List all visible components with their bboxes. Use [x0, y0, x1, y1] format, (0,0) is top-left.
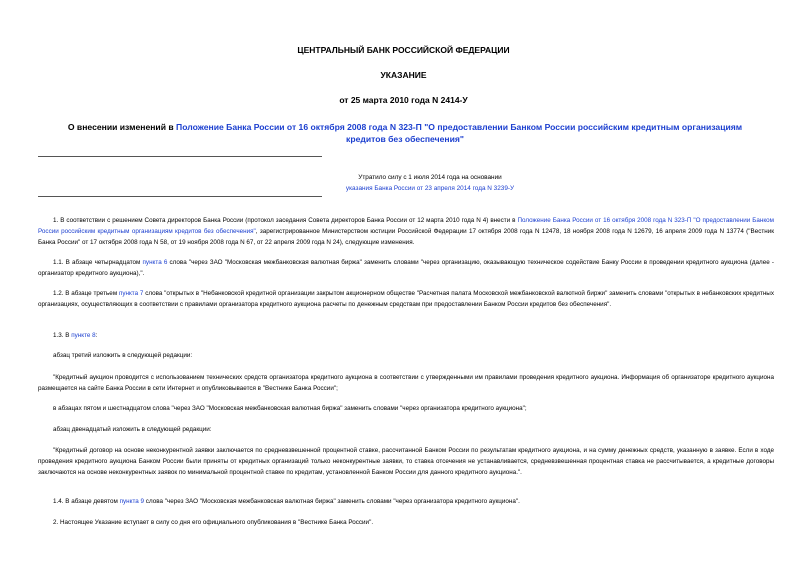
- p12-text-b: слова "открытых в "Небанковской кредитной организации закрытом акционерном обществе "Расчетная палата Московской межбанковской валютной биржи" заменить словами "открытых в небанковских кредитных организациях, осуществляющих в соответствии с правилами организатора кредитного аукциона расчеты по денежным средствам при предоставлении Банком России кредитов без обеспечения".: [38, 290, 774, 308]
- document-title: [60, 121, 750, 145]
- p11-link-point-6[interactable]: пункта 6: [142, 259, 168, 266]
- title-prefix: О внесении изменений в: [67, 122, 177, 132]
- paragraph-1: [38, 215, 774, 248]
- p12-text-a: 1.2. В абзаце третьем: [53, 290, 119, 297]
- doc-date-number: от 25 марта 2010 года N 2414-У: [339, 95, 468, 105]
- p13-text-b: :: [95, 332, 98, 339]
- p1-text-b: , зарегистрированное Министерством юстиции Российской Федерации 17 октября 2008 года N 12478, 18 ноября 2008 года N 12679, 16 апреля 2009 года N 13774 ("Вестник Банка России" от 17 октября 2008 года N 58, от 19 ноября 2008 года N 67, от 22 апреля 2009 года N 24), следующие изменения.: [38, 228, 774, 246]
- divider-bottom: [38, 196, 322, 197]
- p14-text-a: 1.4. В абзаце девятом: [53, 498, 120, 505]
- p14-link-point-9[interactable]: пункта 9: [119, 498, 145, 505]
- paragraph-1-3-3: [38, 403, 774, 414]
- p13-text-2: "Кредитный аукцион проводится с использованием технических средств организатора кредитного аукциона в соответствии с утвержденными им правилами проведения кредитного аукциона. Информация об организаторе кредитного аукциона размещается на сайте Банка России в сети Интернет и опубликовывается в "Вестнике Банка России";: [38, 374, 774, 392]
- p11-text-b: слова "через ЗАО "Московская межбанковская валютная биржа" заменить словами "через организацию, оказывающую техническое содействие Банку России в проведении кредитного аукциона (далее - организатор кредитного аукциона),".: [38, 259, 774, 277]
- divider-top: [38, 156, 322, 157]
- p13-text-1: абзац третий изложить в следующей редакции:: [53, 352, 193, 359]
- p13-text-3: в абзацах пятом и шестнадцатом слова "через ЗАО "Московская межбанковская валютная биржа" заменить словами "через организатора кредитного аукциона";: [53, 405, 527, 412]
- p11-text-a: 1.1. В абзаце четырнадцатом: [53, 259, 143, 266]
- paragraph-2: [38, 517, 774, 528]
- p13-text-4: абзац двенадцатый изложить в следующей редакции:: [53, 426, 212, 433]
- p13-link-point-8[interactable]: пункте 8: [71, 332, 96, 339]
- title-link-regulation-323p[interactable]: Положение Банка России от 16 октября 2008 года N 323-П "О предоставлении Банком России российским кредитным организациям кредитов без обеспечения": [176, 122, 743, 144]
- p13-text-a: 1.3. В: [53, 332, 72, 339]
- paragraph-1-3: [38, 330, 774, 341]
- p13-text-5: "Кредитный договор на основе неконкурентной заявки заключается по средневзвешенной процентной ставке, рассчитанной Банком России по результатам кредитного аукциона, и на сумму денежных средств, указанную в заявке. Если в ходе проведения кредитного аукциона Банком России были приняты от кредитных организаций только неконкурентные заявки, то ставка отсечения не устанавливается, средневзвешенная процентная ставка не рассчитывается, а кредитные договоры заключаются на основе неконкурентных заявок по минимальной процентной ставке по кредитам, установленной Банком России для данного кредитного аукциона.".: [38, 447, 774, 476]
- p12-link-point-7[interactable]: пункта 7: [118, 290, 144, 297]
- validity-note-link[interactable]: указания Банка России от 23 апреля 2014 года N 3239-У: [345, 185, 515, 192]
- paragraph-1-2: [38, 288, 774, 310]
- validity-note-text: Утратило силу с 1 июля 2014 года на основании: [358, 174, 502, 181]
- p1-text-a: 1. В соответствии с решением Совета директоров Банка России (протокол заседания Совета директоров Банка России от 12 марта 2010 года N 4) внести в: [53, 217, 518, 224]
- paragraph-1-3-1: [38, 350, 774, 361]
- doc-type: УКАЗАНИЕ: [380, 70, 427, 80]
- p1-link-regulation[interactable]: Положение Банка России от 16 октября 2008 года N 323-П "О предоставлении Банком России российским кредитным организациям кредитов без обеспечения": [38, 217, 774, 235]
- bank-name: ЦЕНТРАЛЬНЫЙ БАНК РОССИЙСКОЙ ФЕДЕРАЦИИ: [297, 45, 510, 55]
- paragraph-1-3-5: [38, 445, 774, 478]
- paragraph-1-3-2: [38, 372, 774, 394]
- paragraph-1-3-4: [38, 424, 774, 435]
- validity-note: [240, 172, 620, 194]
- paragraph-1-1: [38, 257, 774, 279]
- paragraph-1-4: [38, 496, 774, 507]
- p2-text: 2. Настоящее Указание вступает в силу со дня его официального опубликования в "Вестнике Банка России".: [53, 519, 374, 526]
- p14-text-b: слова "через ЗАО "Московская межбанковская валютная биржа" заменить словами "через организатора кредитного аукциона".: [144, 498, 520, 505]
